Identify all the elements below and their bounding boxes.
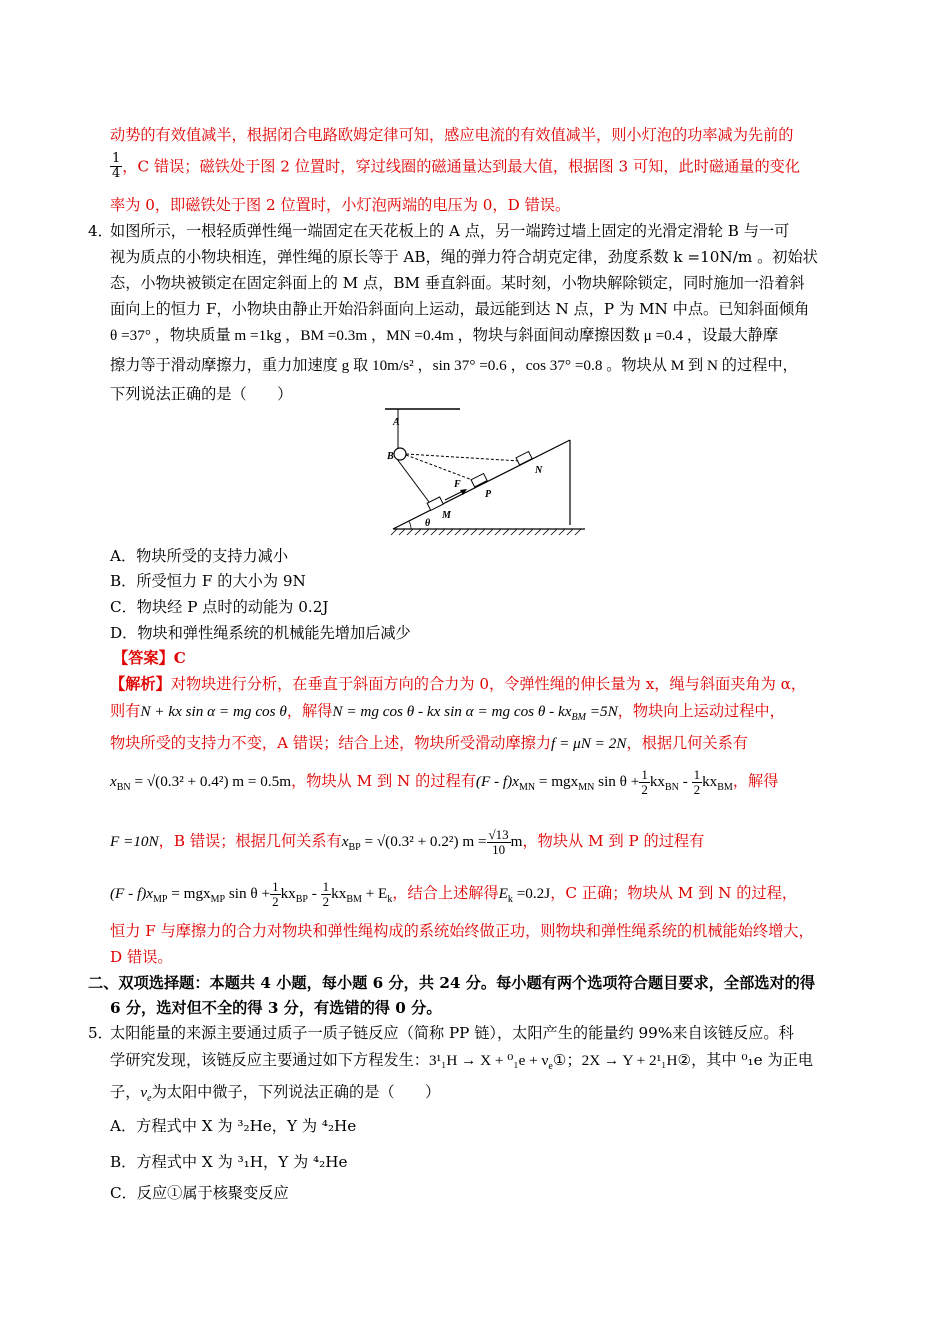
- analysis-label: 【解析】: [110, 675, 171, 693]
- label-theta: θ: [425, 518, 431, 529]
- equation-friction: f = μN = 2N: [551, 735, 627, 752]
- q5-stem-line-1: 太阳能量的来源主要通过质子一质子链反应（简称 PP 链），太阳产生的能量约 99%来自该链反应。科: [110, 1024, 794, 1042]
- equation-normal-force: N + kx sin α = mg cos θ: [140, 703, 287, 720]
- q5-stem-line-3: 子，$\nu_e$为太阳中微子，下列说法正确的是（ ）: [110, 1083, 441, 1105]
- label-f: F: [454, 479, 461, 490]
- label-p: P: [485, 489, 492, 500]
- rope-bm: [397, 459, 432, 506]
- q4-analysis-line-1: 【解析】对物块进行分析，在垂直于斜面方向的合力为 0，令弹性绳的伸长量为 x，绳与斜面夹角为 α，: [110, 675, 807, 693]
- prev-analysis-line-1: 动势的有效值减半，根据闭合电路欧姆定律可知，感应电流的有效值减半，则小灯泡的功率减为先前的: [110, 126, 794, 144]
- q4-stem-line-6: 擦力等于滑动摩擦力，重力加速度 g 取 10m/s² ，sin 37° =0.6 ，cos 37° =0.8 。物块从 M 到 N 的过程中，: [110, 357, 798, 374]
- q4-analysis-line-7: 恒力 F 与摩擦力的合力对物块和弹性绳构成的系统始终做正功，则物块和弹性绳系统的机械能始终增大，: [110, 922, 814, 940]
- answer-label: 【答案】: [113, 649, 174, 667]
- equation-xbp: $x_{BP} = √(0.3^2 + 0.2^2) m$ = $\frac{√13}{10}$ m: [341, 827, 523, 857]
- incline-surface: [393, 440, 570, 529]
- q5-option-c: C．反应①属于核聚变反应: [110, 1184, 289, 1202]
- q4-analysis-line-5: F =10N，B 错误；根据几何关系有$x_{BP} = √(0.3^2 + 0.2^2) m$ = $\frac{√13}{10}$ m，物块从 M 到 P 的过程有: [110, 827, 705, 857]
- prev-analysis-line-3: 率为 0，即磁铁处于图 2 位置时，小灯泡两端的电压为 0，D 错误。: [110, 196, 571, 214]
- q5-option-b: B．方程式中 X 为 ³₁H，Y 为 ⁴₂He: [110, 1153, 348, 1171]
- q4-stem-line-4: 面向上的恒力 F，小物块由静止开始沿斜面向上运动，最远能到达 N 点，P 为 MN 中点。已知斜面倾角: [110, 300, 810, 318]
- label-a: A: [393, 417, 400, 428]
- label-n: N: [535, 465, 543, 476]
- q4-answer-line: [113, 647, 186, 669]
- equation-ek-value: $E_k =0.2J$: [498, 884, 551, 906]
- equation-f-value: F =10N: [110, 832, 159, 850]
- incline-pulley-figure: [385, 405, 595, 540]
- neutrino-symbol: $\nu_e$: [140, 1084, 152, 1105]
- q4-stem-line-5: θ =37° ，物块质量 m =1kg ，BM =0.3m ，MN =0.4m ，物块与斜面间动摩擦因数 μ =0.4 ，设最大静摩: [110, 327, 779, 344]
- equation-energy-mn: $(F - f)x_{MN} = mgx_{MN}$ sin θ + $\frac{1}{2}$ $kx_{BN}$ - $\frac{1}{2}$ $kx_{BM}$: [475, 767, 733, 797]
- q4-stem-line-7: 下列说法正确的是（ ）: [110, 385, 293, 403]
- section-2-heading-line-2: 6 分，选对但不全的得 3 分，有选错的得 0 分。: [110, 999, 442, 1017]
- fraction-one-quarter: $\frac{1}{4}$: [112, 151, 121, 181]
- q4-number: 4．: [88, 222, 113, 240]
- equation-normal-force-solved: N = mg cos θ - kx sin α = mg $\cos \theta - kx_{BM} =5N$: [332, 703, 618, 724]
- rope-bn-dashed: [406, 454, 520, 461]
- q4-analysis-line-4: $x_{BN} = √(0.3^2 + 0.4^2) m = 0.5m$，物块从 M 到 N 的过程有$(F - f)x_{MN} = mgx_{MN}$ sin θ + $\frac{1}{2}$ $kx_{BN}$ - $\frac{1}{2}$ $kx_{BM}$，解得: [110, 767, 779, 797]
- label-m: M: [442, 510, 451, 521]
- pulley-circle: [394, 448, 406, 460]
- q4-analysis-line-8: D 错误。: [110, 948, 173, 966]
- equation-energy-mp: $(F - f)x_{MP} = mgx_{MP}$ sin θ + $\frac{1}{2}$ $kx_{BP}$ - $\frac{1}{2}$ $kx_{BM} + E_k$: [110, 879, 393, 909]
- incline-diagram: [385, 405, 595, 540]
- nuclear-equation-2: ；2X → Y + 2¹₁H②: [566, 1052, 692, 1069]
- q4-option-d: D．物块和弹性绳系统的机械能先增加后减少: [110, 624, 411, 642]
- q4-analysis-line-3: 物块所受的支持力不变，A 错误；结合上述，物块所受滑动摩擦力f = μN = 2N，根据几何关系有: [110, 734, 748, 752]
- block-p: [471, 473, 487, 486]
- q5-number: 5．: [88, 1024, 113, 1042]
- answer-value: C: [173, 649, 186, 667]
- rope-bp-dashed: [406, 455, 475, 481]
- q4-analysis-line-6: $(F - f)x_{MP} = mgx_{MP}$ sin θ + $\frac{1}{2}$ $kx_{BP}$ - $\frac{1}{2}$ $kx_{BM} + E_k$，结合上述解得$E_k =0.2J$，C 正确；物块从 M 到 N 的过程，: [110, 879, 798, 909]
- ground-hatching: [391, 529, 581, 535]
- q4-option-c: C．物块经 P 点时的动能为 0.2J: [110, 598, 329, 616]
- equation-xbn: $x_{BN} = √(0.3^2 + 0.4^2) m = 0.5m$: [110, 772, 292, 794]
- block-m: [427, 497, 443, 510]
- q4-option-a: A．物块所受的支持力减小: [110, 547, 289, 565]
- q4-analysis-line-2: 则有N + kx sin α = mg cos θ，解得N = mg cos θ - kx sin α = mg $\cos \theta - kx_{BM} =5N$，物块向上运动过程中，: [110, 702, 785, 724]
- section-2-heading: 二、双项选择题：本题共 4 小题，每小题 6 分，共 24 分。每小题有两个选项符合题目要求，全部选对的得: [88, 974, 816, 992]
- q4-stem-line-3: 态，小物块被锁定在固定斜面上的 M 点，BM 垂直斜面。某时刻，小物块解除锁定，同时施加一沿着斜: [110, 274, 805, 292]
- q5-option-a: A．方程式中 X 为 ³₂He，Y 为 ⁴₂He: [110, 1117, 357, 1135]
- label-b: B: [387, 451, 394, 462]
- q4-option-b: B．所受恒力 F 的大小为 9N: [110, 572, 306, 590]
- q5-stem-line-2: 学研究发现，该链反应主要通过如下方程发生：$3^1_1H \to X + ^0_1e + \nu_e①$；2X → Y + 2¹₁H②，其中 ⁰₁e 为正电: [110, 1051, 814, 1073]
- q4-stem-line-2: 视为质点的小物块相连，弹性绳的原长等于 AB，绳的弹力符合胡克定律，劲度系数 k =10N/m 。初始状: [110, 248, 818, 266]
- block-n: [516, 451, 532, 464]
- angle-arc: [409, 521, 411, 529]
- prev-analysis-line-2: $\frac{1}{4}$ ，C 错误；磁铁处于图 2 位置时，穿过线圈的磁通量达到最大值，根据图 3 可知，此时磁通量的变化: [112, 151, 801, 181]
- q4-stem-line-1: 如图所示，一根轻质弹性绳一端固定在天花板上的 A 点，另一端跨过墙上固定的光滑定滑轮 B 与一可: [110, 222, 790, 240]
- nuclear-equation-1: $3^1_1H \to X + ^0_1e + \nu_e①$: [428, 1052, 567, 1073]
